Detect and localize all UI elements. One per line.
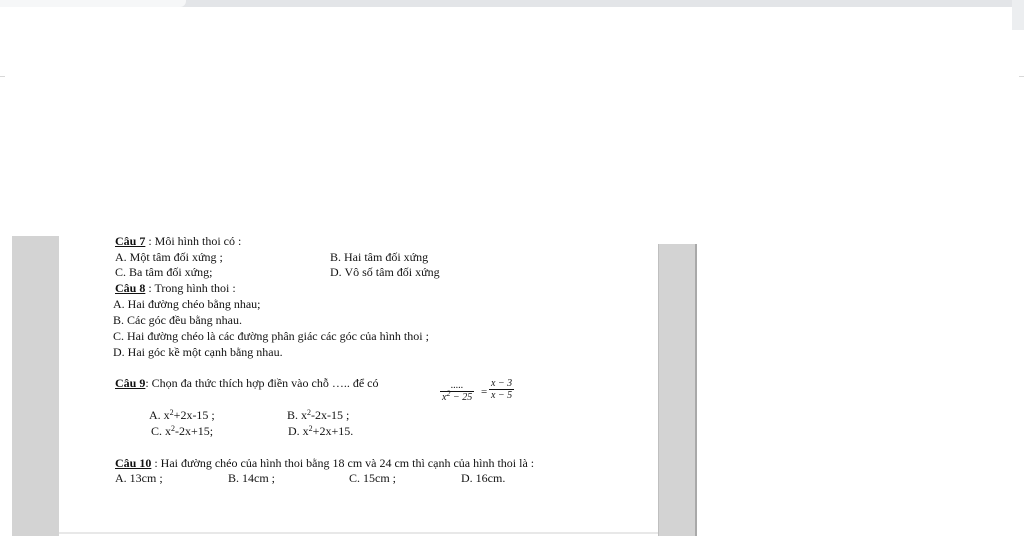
question-9-option-a — [149, 408, 215, 422]
question-9-option-b-rest: -2x-15 ; — [311, 408, 350, 422]
question-10-option-b: B. 14cm ; — [228, 471, 275, 485]
question-9-option-d — [288, 424, 353, 438]
fraction-left-denominator-exponent: 2 — [446, 389, 451, 398]
question-10-label: Câu 10 — [115, 456, 152, 470]
question-9-option-a-exponent: 2 — [169, 408, 174, 417]
question-8-label: Câu 8 — [115, 281, 146, 295]
question-9-option-d-exponent: 2 — [308, 424, 313, 433]
question-7-option-d: D. Vô số tâm đối xứng — [330, 265, 440, 279]
question-7-option-b: B. Hai tâm đối xứng — [330, 250, 429, 264]
question-10-option-a: A. 13cm ; — [115, 471, 163, 485]
question-8-option-a: A. Hai đường chéo bằng nhau; — [113, 297, 261, 311]
question-8-option-c: C. Hai đường chéo là các đường phân giác các góc của hình thoi ; — [113, 329, 429, 343]
question-9-option-c — [151, 424, 213, 438]
question-9-option-c-exponent: 2 — [171, 424, 176, 433]
fraction-left — [440, 380, 474, 403]
question-9-label: Câu 9 — [115, 376, 146, 390]
question-9-option-d-base: D. x — [288, 424, 309, 438]
question-8-prompt: : Trong hình thoi : — [145, 281, 236, 295]
fraction-right-numerator: x − 3 — [491, 378, 513, 389]
question-10-option-c: C. 15cm ; — [349, 471, 396, 485]
question-10-prompt: : Hai đường chéo của hình thoi bằng 18 cm và 24 cm thì cạnh của hình thoi là : — [151, 456, 535, 470]
question-9-option-b-base: B. x — [287, 408, 308, 422]
question-7-heading — [115, 234, 241, 248]
question-9-option-a-rest: +2x-15 ; — [173, 408, 215, 422]
fraction-left-denominator — [440, 391, 474, 403]
question-7-label: Câu 7 — [115, 234, 146, 248]
question-9-heading — [115, 376, 378, 390]
question-9-option-a-base: A. x — [149, 408, 170, 422]
question-8-option-b: B. Các góc đều bằng nhau. — [113, 313, 242, 327]
question-9-option-b — [287, 408, 349, 422]
question-7-option-c: C. Ba tâm đối xứng; — [115, 265, 213, 279]
question-8-heading — [115, 281, 236, 295]
equals-sign: = — [481, 386, 488, 398]
question-9-option-b-exponent: 2 — [307, 408, 312, 417]
fraction-left-denominator-rest: − 25 — [450, 392, 473, 403]
question-7-option-a: A. Một tâm đối xứng ; — [115, 250, 223, 264]
question-9-prompt: : Chọn đa thức thích hợp điền vào chỗ ….. để có — [145, 376, 379, 390]
fraction-left-numerator: ..... — [450, 380, 464, 391]
question-9-option-c-base: C. x — [151, 424, 172, 438]
question-9-option-c-rest: -2x+15; — [175, 424, 214, 438]
question-9-option-d-rest: +2x+15. — [312, 424, 354, 438]
fraction-right — [489, 378, 514, 401]
question-8-option-d: D. Hai góc kề một cạnh bằng nhau. — [113, 345, 283, 359]
fraction-left-denominator-base: x — [442, 392, 447, 403]
question-10-heading — [115, 456, 534, 470]
question-7-prompt: : Môi hình thoi có : — [145, 234, 242, 248]
question-10-option-d: D. 16cm. — [461, 471, 506, 485]
fraction-right-denominator: x − 5 — [491, 390, 513, 401]
